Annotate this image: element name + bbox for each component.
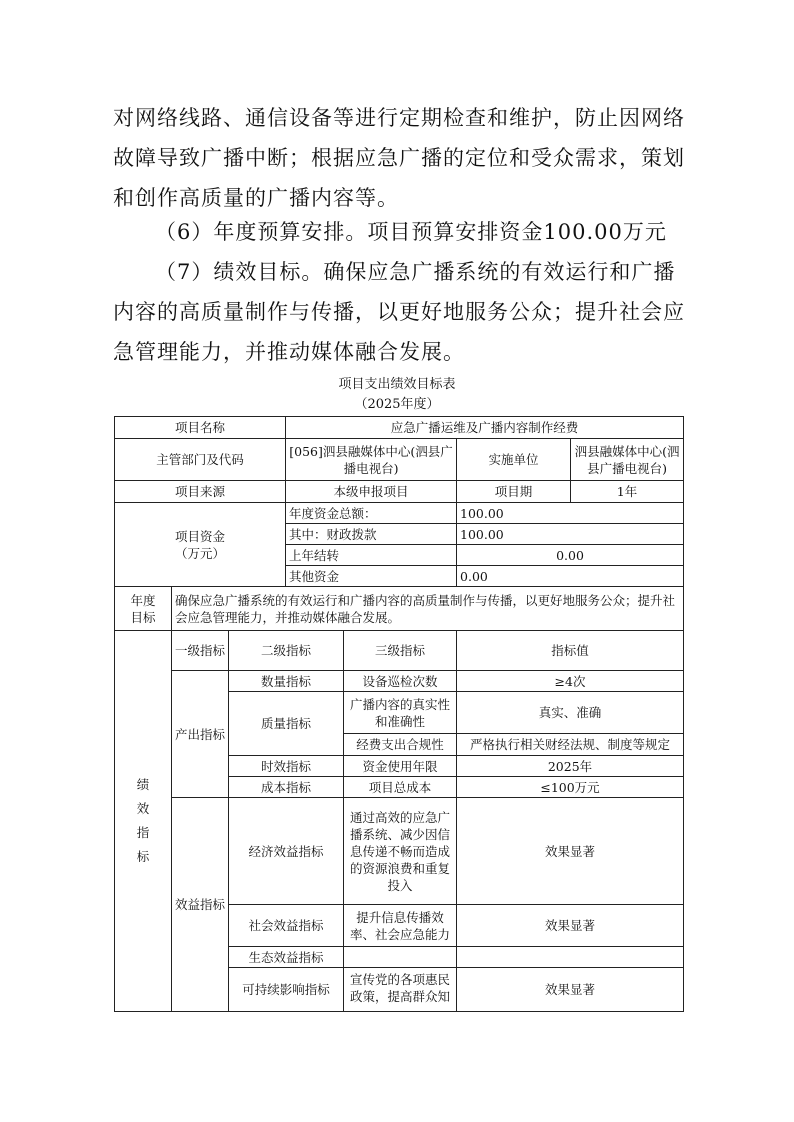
ecological-value — [457, 947, 684, 968]
sustainable-value: 效果显著 — [457, 968, 684, 1012]
social-level3: 提升信息传播效率、社会应急能力 — [344, 905, 457, 947]
performance-indicators-label — [115, 631, 172, 1012]
quality-level3-1: 广播内容的真实性和准确性 — [344, 692, 457, 734]
header-level2: 二级指标 — [229, 631, 344, 671]
timeliness-indicator: 时效指标 — [229, 756, 344, 777]
table-row — [115, 417, 684, 439]
funds-total-label: 年度资金总额： — [286, 503, 457, 524]
table-year: （2025年度） — [354, 397, 440, 412]
cost-level3: 项目总成本 — [344, 777, 457, 798]
quality-value-1: 真实、准确 — [457, 692, 684, 734]
table-row — [115, 798, 684, 905]
table-title: 项目支出绩效目标表 — [338, 377, 456, 392]
quality-level3-2: 经费支出合规性 — [344, 734, 457, 756]
timeliness-level3: 资金使用年限 — [344, 756, 457, 777]
project-name-value: 应急广播运维及广播内容制作经费 — [286, 417, 684, 439]
table-row — [115, 503, 684, 524]
output-indicators-label: 产出指标 — [172, 671, 229, 798]
annual-goal-text: 确保应急广播系统的有效运行和广播内容的高质量制作与传播，以更好地服务公众；提升社会应急管理能力，并推动媒体融合发展。 — [172, 587, 684, 631]
perf-label-char: 指 — [136, 825, 150, 840]
table-row — [115, 587, 684, 631]
economic-value: 效果显著 — [457, 798, 684, 905]
funds-carryover-value: 0.00 — [457, 545, 684, 566]
body-paragraph-1: 对网络线路、通信设备等进行定期检查和维护，防止因网络故障导致广播中断；根据应急广播的定位和受众需求，策划和创作高质量的广播内容等。 — [113, 106, 685, 210]
performance-target-table — [114, 416, 684, 1012]
ecological-level3 — [344, 947, 457, 968]
perf-label-char: 绩 — [136, 777, 150, 792]
quantity-level3: 设备巡检次数 — [344, 671, 457, 692]
quality-indicator: 质量指标 — [229, 692, 344, 756]
funds-label-line2: （万元） — [175, 545, 226, 561]
body-paragraph-goal: （7）绩效目标。确保应急广播系统的有效运行和广播内容的高质量制作与传播，以更好地服务公众；提升社会应急管理能力，并推动媒体融合发展。 — [113, 260, 685, 364]
cost-indicator: 成本指标 — [229, 777, 344, 798]
effect-indicators-label: 效益指标 — [172, 798, 229, 1012]
economic-indicator: 经济效益指标 — [229, 798, 344, 905]
funds-label-line1: 项目资金 — [175, 528, 226, 544]
economic-level3: 通过高效的应急广播系统、减少因信息传递不畅而造成的资源浪费和重复投入 — [344, 798, 457, 905]
social-value: 效果显著 — [457, 905, 684, 947]
project-name-label: 项目名称 — [115, 417, 286, 439]
quantity-value: ≥4次 — [457, 671, 684, 692]
dept-label: 主管部门及代码 — [115, 439, 286, 481]
impl-unit-value: 泗县融媒体中心(泗县广播电视台) — [571, 439, 684, 481]
table-row — [115, 671, 684, 692]
quality-value-2: 严格执行相关财经法规、制度等规定 — [457, 734, 684, 756]
period-label: 项目期 — [457, 481, 571, 503]
sustainable-indicator: 可持续影响指标 — [229, 968, 344, 1012]
table-row — [115, 481, 684, 503]
period-value: 1年 — [571, 481, 684, 503]
table-row — [115, 631, 684, 671]
source-label: 项目来源 — [115, 481, 286, 503]
funds-total-value: 100.00 — [457, 503, 684, 524]
annual-goal-label-line2: 目标 — [130, 609, 156, 625]
perf-label-char: 效 — [136, 801, 150, 816]
timeliness-value: 2025年 — [457, 756, 684, 777]
cost-value: ≤100万元 — [457, 777, 684, 798]
sustainable-level3: 宣传党的各项惠民政策，提高群众知 — [344, 968, 457, 1012]
funds-fiscal-label: 其中：财政拨款 — [286, 524, 457, 545]
impl-unit-label: 实施单位 — [457, 439, 571, 481]
header-level3: 三级指标 — [344, 631, 457, 671]
ecological-indicator: 生态效益指标 — [229, 947, 344, 968]
funds-carryover-label: 上年结转 — [286, 545, 457, 566]
annual-goal-label-line1: 年度 — [130, 592, 156, 608]
perf-label-char: 标 — [136, 849, 150, 864]
annual-goal-label — [115, 587, 172, 631]
header-level1: 一级指标 — [172, 631, 229, 671]
funds-fiscal-value: 100.00 — [457, 524, 684, 545]
funds-other-label: 其他资金 — [286, 566, 457, 587]
funds-label — [115, 503, 286, 587]
body-paragraph-budget: （6）年度预算安排。项目预算安排资金100.00万元 — [155, 220, 667, 244]
funds-other-value: 0.00 — [457, 566, 684, 587]
dept-value: [056]泗县融媒体中心(泗县广播电视台) — [286, 439, 457, 481]
social-indicator: 社会效益指标 — [229, 905, 344, 947]
header-value: 指标值 — [457, 631, 684, 671]
source-value: 本级申报项目 — [286, 481, 457, 503]
table-row — [115, 439, 684, 481]
quantity-indicator: 数量指标 — [229, 671, 344, 692]
